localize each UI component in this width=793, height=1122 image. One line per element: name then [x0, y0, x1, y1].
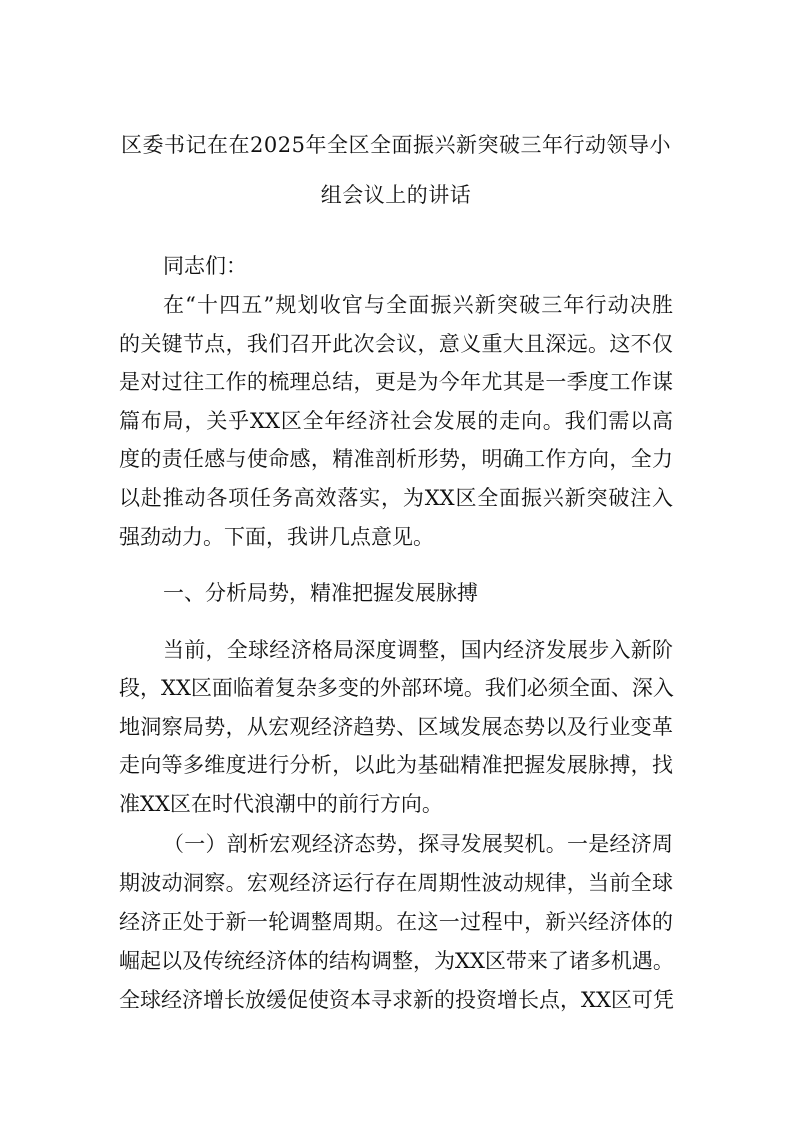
document-title-line-1: 区委书记在在2025年全区全面振兴新突破三年行动领导小 [121, 133, 671, 157]
paragraph-line: 全球经济增长放缓促使资本寻求新的投资增长点，XX区可凭 [119, 988, 674, 1012]
paragraph-line: 在“十四五”规划收官与全面振兴新突破三年行动决胜 [163, 293, 673, 317]
paragraph-line: 准XX区在时代浪潮中的前行方向。 [119, 792, 443, 816]
paragraph-line: 期波动洞察。宏观经济运行存在周期性波动规律，当前全球 [119, 871, 673, 895]
paragraph-line: 段，XX区面临着复杂多变的外部环境。我们必须全面、深入 [119, 676, 674, 700]
paragraph-line: （一）剖析宏观经济态势，探寻发展契机。一是经济周 [163, 832, 673, 856]
salutation: 同志们： [163, 254, 247, 278]
paragraph-line: 篇布局，关乎XX区全年经济社会发展的走向。我们需以高 [119, 409, 673, 433]
paragraph-line: 以赴推动各项任务高效落实，为XX区全面振兴新突破注入 [119, 486, 673, 510]
document-title-line-2: 组会议上的讲话 [320, 183, 472, 207]
paragraph-line: 当前，全球经济格局深度调整，国内经济发展步入新阶 [163, 638, 673, 662]
paragraph-line: 强劲动力。下面，我讲几点意见。 [119, 525, 434, 549]
paragraph-line: 度的责任感与使命感，精准剖析形势，明确工作方向，全力 [119, 447, 673, 471]
paragraph-line: 是对过往工作的梳理总结，更是为今年尤其是一季度工作谋 [119, 370, 673, 394]
section-heading: 一、分析局势，精准把握发展脉搏 [163, 581, 478, 605]
paragraph-line: 经济正处于新一轮调整周期。在这一过程中，新兴经济体的 [119, 910, 673, 934]
paragraph-line: 的关键节点，我们召开此次会议，意义重大且深远。这不仅 [119, 332, 673, 356]
paragraph-line: 地洞察局势，从宏观经济趋势、区域发展态势以及行业变革 [119, 715, 673, 739]
paragraph-line: 崛起以及传统经济体的结构调整，为XX区带来了诸多机遇。 [119, 949, 674, 973]
paragraph-line: 走向等多维度进行分析，以此为基础精准把握发展脉搏，找 [119, 753, 673, 777]
